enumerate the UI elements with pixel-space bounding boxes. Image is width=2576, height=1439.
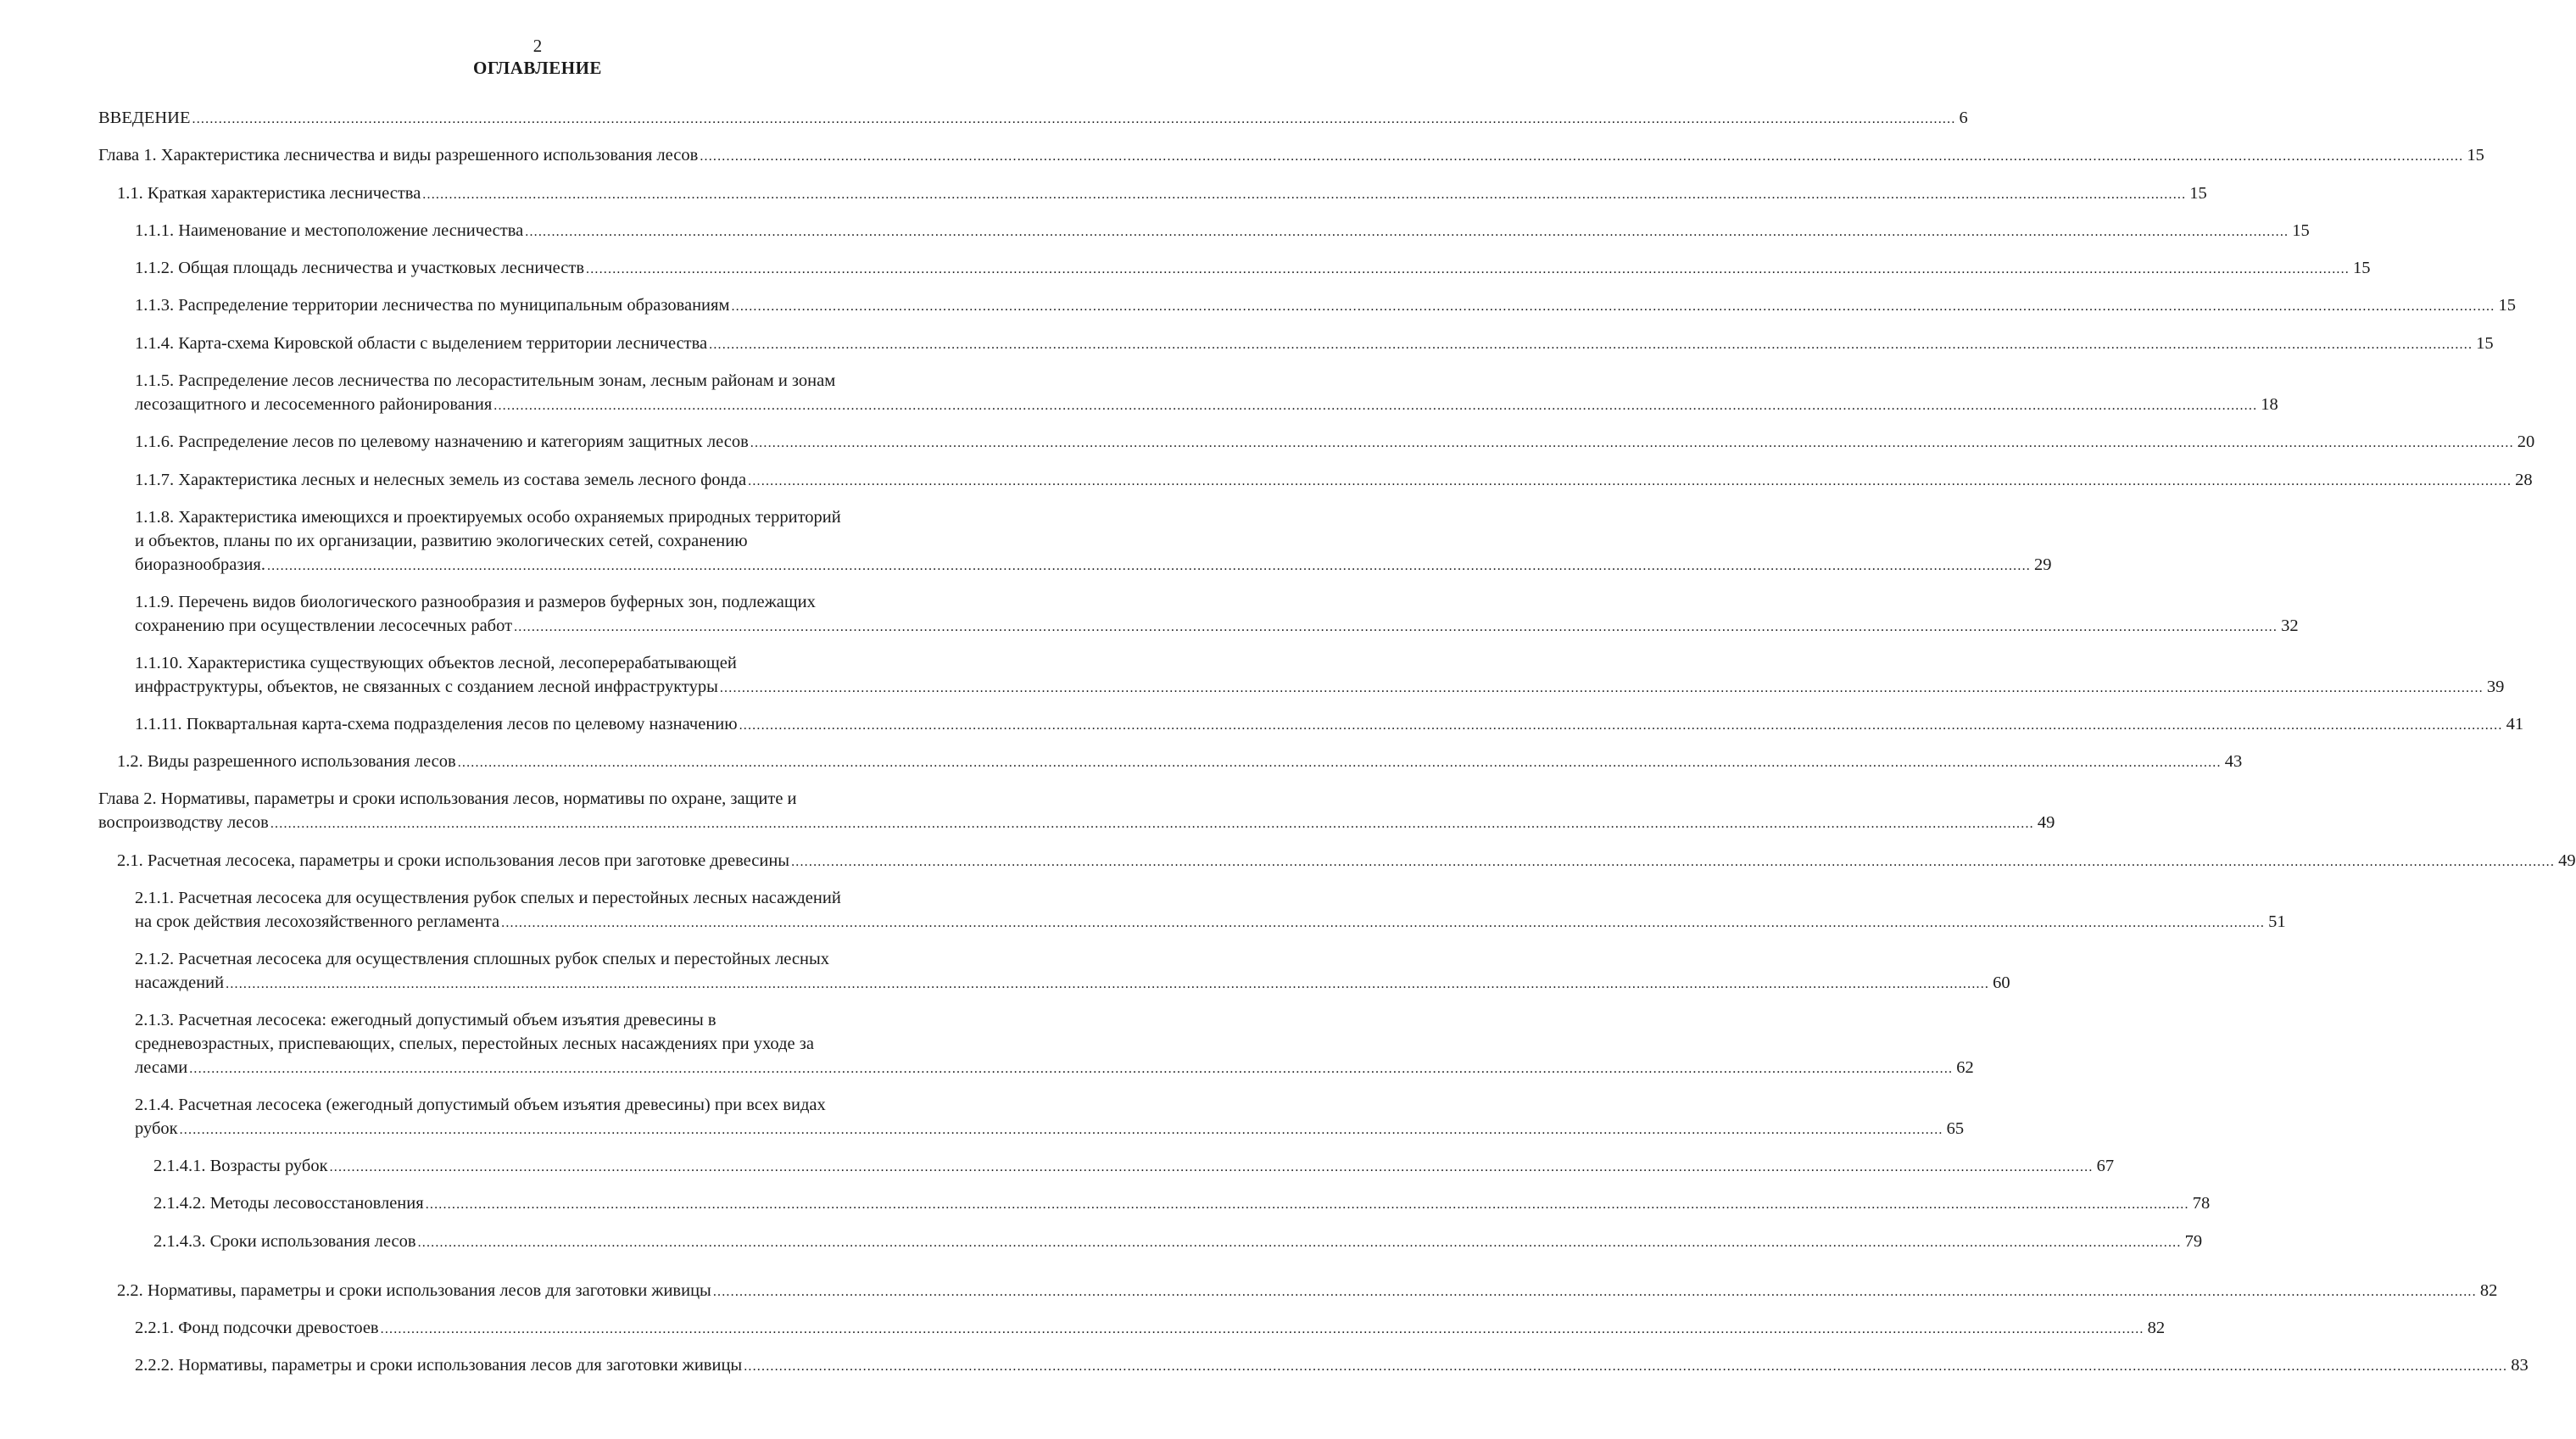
toc-entry-text-line: 2.2.1. Фонд подсочки древостоев [135,1319,379,1337]
toc-entry-text-line: лесозащитного и лесосеменного районирования [135,395,493,414]
dot-leader: ................................................................................................................................................................................................................................................................................................................................................................................................................ [750,436,2514,450]
toc-page-number: 15 [2353,259,2371,277]
toc-entry-last-line [135,332,2494,357]
toc-page-number: 49 [2558,851,2576,870]
toc-entry-last-line [135,1117,1965,1142]
toc-entry-text-line: 2.2.2. Нормативы, параметры и сроки использования лесов для заготовки живицы [135,1356,743,1375]
toc-entry-text-line: 1.1.6. Распределение лесов по целевому назначению и категориям защитных лесов [135,432,749,451]
toc-entry[interactable] [117,181,2207,207]
dot-leader: ................................................................................................................................................................................................................................................................................................................................................................................................................ [709,337,2473,352]
dot-leader: ................................................................................................................................................................................................................................................................................................................................................................................................................ [493,399,2258,413]
toc-page-number: 15 [2467,146,2484,165]
toc-entry-text-line: инфраструктуры, объектов, не связанных с созданием лесной инфраструктуры [135,678,718,696]
toc-page-number: 49 [2037,813,2055,832]
toc-entry-text-line: 1.1.5. Распределение лесов лесничества по лесорастительным зонам, лесным районам и зонам [135,371,836,390]
toc-entry-text-line: 2.2. Нормативы, параметры и сроки использования лесов для заготовки живицы [117,1281,711,1300]
toc-entry-text-line: 2.1.4.2. Методы лесовосстановления [153,1194,424,1213]
toc-page-number: 62 [1956,1058,1974,1077]
toc-page-number: 15 [2476,334,2494,353]
toc-entry-text-line: 2.1. Расчетная лесосека, параметры и сроки использования лесов при заготовке древесины [117,851,790,870]
dot-leader: ................................................................................................................................................................................................................................................................................................................................................................................................................ [748,474,2512,488]
page-title: ОГЛАВЛЕНИЕ [473,58,602,78]
toc-entry[interactable] [135,256,2371,282]
dot-leader: ................................................................................................................................................................................................................................................................................................................................................................................................................ [719,681,2484,695]
toc-entry[interactable] [135,886,2286,935]
toc-entry-text-line: 2.1.1. Расчетная лесосека для осуществления рубок спелых и перестойных лесных насаждений [135,889,841,907]
toc-entry[interactable] [117,1279,2498,1304]
dot-leader: ................................................................................................................................................................................................................................................................................................................................................................................................................ [744,1359,2508,1374]
toc-entry-last-line [135,553,2052,578]
toc-entry[interactable] [153,1154,2115,1180]
toc-entry-last-line [135,256,2371,282]
toc-entry-text-line: 1.1.10. Характеристика существующих объектов лесной, лесоперерабатывающей [135,654,737,672]
toc-entry-last-line [135,712,2524,738]
toc-entry-last-line [135,1056,1974,1081]
toc-entry-text-line: 1.1.2. Общая площадь лесничества и участковых лесничеств [135,259,584,277]
toc-entry-last-line [135,393,2278,418]
dot-leader: ................................................................................................................................................................................................................................................................................................................................................................................................................ [329,1160,2094,1174]
toc-entry-text-line: 1.1.1. Наименование и местоположение лесничества [135,221,524,240]
toc-page-number: 82 [2147,1319,2166,1337]
toc-entry[interactable] [135,293,2516,319]
dot-leader: ................................................................................................................................................................................................................................................................................................................................................................................................................ [266,559,2031,573]
toc-entry-text-line: 1.1.8. Характеристика имеющихся и проектируемых особо охраняемых природных территорий [135,508,841,527]
toc-entry-last-line [135,675,2505,700]
toc-entry-text-line: воспроизводству лесов [98,813,269,832]
toc-page-number: 6 [1959,109,1968,127]
toc-page-number: 28 [2515,471,2533,489]
page-number: 2 [532,36,543,56]
dot-leader: ................................................................................................................................................................................................................................................................................................................................................................................................................ [514,620,2278,634]
toc-entry[interactable] [135,712,2524,738]
toc-entry[interactable] [153,1230,2203,1255]
dot-leader: ................................................................................................................................................................................................................................................................................................................................................................................................................ [731,299,2495,314]
toc-entry-last-line [135,468,2533,494]
toc-entry-text-line: 1.1.7. Характеристика лесных и нелесных земель из состава земель лесного фонда [135,471,747,489]
toc-entry-text-line: 1.1.9. Перечень видов биологического разнообразия и размеров буферных зон, подлежащих [135,593,816,611]
toc-entry-text-line: биоразнообразия. [135,555,265,574]
toc-page-number: 15 [2189,184,2207,203]
toc-entry-text-line: 1.1. Краткая характеристика лесничества [117,184,421,203]
toc-entry-last-line [135,293,2516,319]
toc-entry-last-line [98,143,2484,169]
toc-entry-text-line: средневозрастных, приспевающих, спелых, перестойных лесных насаждениях при уходе за [135,1035,814,1053]
toc-entry-text-line: ВВЕДЕНИЕ [98,109,191,127]
dot-leader: ................................................................................................................................................................................................................................................................................................................................................................................................................ [192,112,1956,126]
toc-entry-text-line: 1.1.11. Поквартальная карта-схема подразделения лесов по целевому назначению [135,715,738,733]
dot-leader: ................................................................................................................................................................................................................................................................................................................................................................................................................ [422,187,2187,202]
toc-page-number: 60 [1993,973,2010,992]
toc-page-number: 82 [2479,1281,2498,1300]
dot-leader: ................................................................................................................................................................................................................................................................................................................................................................................................................ [739,718,2503,733]
toc-page-number: 18 [2261,395,2278,414]
toc-entry[interactable] [98,143,2484,169]
toc-entry-text-line: 1.1.4. Карта-схема Кировской области с выделением территории лесничества [135,334,708,353]
toc-entry-last-line [117,181,2207,207]
toc-page-number: 83 [2511,1356,2529,1375]
toc-page-number: 65 [1946,1119,1965,1138]
toc-entry-text-line: сохранению при осуществлении лесосечных работ [135,616,513,635]
toc-entry-text-line: 1.1.3. Распределение территории лесничества по муниципальным образованиям [135,296,730,315]
toc-page-number: 39 [2486,678,2505,696]
toc-entry[interactable] [135,369,2278,418]
toc-entry[interactable] [135,1353,2529,1379]
toc-page-number: 51 [2268,912,2286,931]
toc-entry-text-line: 2.1.4.3. Сроки использования лесов [153,1232,416,1251]
toc-page-number: 29 [2033,555,2052,574]
toc-entry-text-line: рубок [135,1119,178,1138]
toc-entry-last-line [153,1230,2203,1255]
dot-leader: ................................................................................................................................................................................................................................................................................................................................................................................................................ [586,262,2350,276]
toc-entry-text-line: лесами [135,1058,188,1077]
toc-entry-text-line: 2.1.4.1. Возрасты рубок [153,1157,328,1175]
toc-page-number: 15 [2292,221,2310,240]
toc-entry[interactable] [98,787,2055,836]
toc-entry[interactable] [135,651,2505,700]
dot-leader: ................................................................................................................................................................................................................................................................................................................................................................................................................ [525,225,2289,239]
toc-entry[interactable] [135,430,2535,455]
toc-entry-last-line [135,219,2310,244]
toc-entry[interactable] [98,106,1968,131]
toc-entry-last-line [135,614,2299,639]
toc-entry-last-line [135,1316,2166,1341]
dot-leader: ................................................................................................................................................................................................................................................................................................................................................................................................................ [791,855,2556,869]
toc-entry[interactable] [135,332,2494,357]
toc-entry[interactable] [117,849,2576,874]
toc-entry[interactable] [153,1191,2211,1217]
toc-entry[interactable] [135,1008,1974,1081]
toc-page-number: 32 [2281,616,2299,635]
toc-page-number: 41 [2506,715,2524,733]
toc-entry-last-line [135,1353,2529,1379]
toc-entry-text-line: насаждений [135,973,225,992]
dot-leader: ................................................................................................................................................................................................................................................................................................................................................................................................................ [380,1322,2144,1336]
dot-leader: ................................................................................................................................................................................................................................................................................................................................................................................................................ [425,1197,2189,1212]
toc-entry-last-line [153,1154,2115,1180]
toc-entry[interactable] [135,468,2533,494]
toc-entry-last-line [135,971,2010,996]
toc-entry-last-line [117,1279,2498,1304]
toc-page-number: 20 [2517,432,2535,451]
toc-entry-last-line [98,106,1968,131]
toc-entry[interactable] [135,1093,1965,1142]
dot-leader: ................................................................................................................................................................................................................................................................................................................................................................................................................ [457,756,2222,770]
dot-leader: ................................................................................................................................................................................................................................................................................................................................................................................................................ [417,1235,2182,1250]
toc-entry-text-line: Глава 1. Характеристика лесничества и виды разрешенного использования лесов [98,146,699,165]
toc-entry-text-line: 1.2. Виды разрешенного использования лесов [117,752,456,771]
toc-entry-text-line: 2.1.4. Расчетная лесосека (ежегодный допустимый объем изъятия древесины) при всех видах [135,1096,826,1114]
toc-entry-last-line [135,910,2286,935]
toc-entry-last-line [153,1191,2211,1217]
dot-leader: ................................................................................................................................................................................................................................................................................................................................................................................................................ [226,977,1990,991]
toc-entry-text-line: и объектов, планы по их организации, развитию экологических сетей, сохранению [135,532,748,550]
toc-entry[interactable] [135,505,2052,578]
toc-entry-last-line [117,750,2243,775]
toc-entry-last-line [117,849,2576,874]
dot-leader: ................................................................................................................................................................................................................................................................................................................................................................................................................ [501,916,2266,930]
toc-page-number: 79 [2184,1232,2203,1251]
toc-entry[interactable] [117,750,2243,775]
toc-entry[interactable] [135,1316,2166,1341]
dot-leader: ................................................................................................................................................................................................................................................................................................................................................................................................................ [270,817,2034,831]
toc-entry[interactable] [135,947,2010,996]
toc-page-number: 78 [2192,1194,2211,1213]
toc-page-number: 15 [2498,296,2516,315]
dot-leader: ................................................................................................................................................................................................................................................................................................................................................................................................................ [712,1285,2477,1299]
toc-entry-text-line: 2.1.3. Расчетная лесосека: ежегодный допустимый объем изъятия древесины в [135,1011,716,1029]
dot-leader: ................................................................................................................................................................................................................................................................................................................................................................................................................ [700,149,2464,164]
dot-leader: ................................................................................................................................................................................................................................................................................................................................................................................................................ [189,1062,1954,1076]
toc-page-number: 67 [2096,1157,2115,1175]
toc-page-number: 43 [2224,752,2243,771]
toc-entry-last-line [98,811,2055,836]
toc-entry[interactable] [135,219,2310,244]
toc-entry-text-line: Глава 2. Нормативы, параметры и сроки использования лесов, нормативы по охране, защите и [98,789,797,808]
toc-entry-text-line: 2.1.2. Расчетная лесосека для осуществления сплошных рубок спелых и перестойных лесных [135,950,829,968]
toc-entry-text-line: на срок действия лесохозяйственного регламента [135,912,500,931]
toc-entry-last-line [135,430,2535,455]
dot-leader: ................................................................................................................................................................................................................................................................................................................................................................................................................ [179,1123,1943,1137]
toc-entry[interactable] [135,590,2299,639]
